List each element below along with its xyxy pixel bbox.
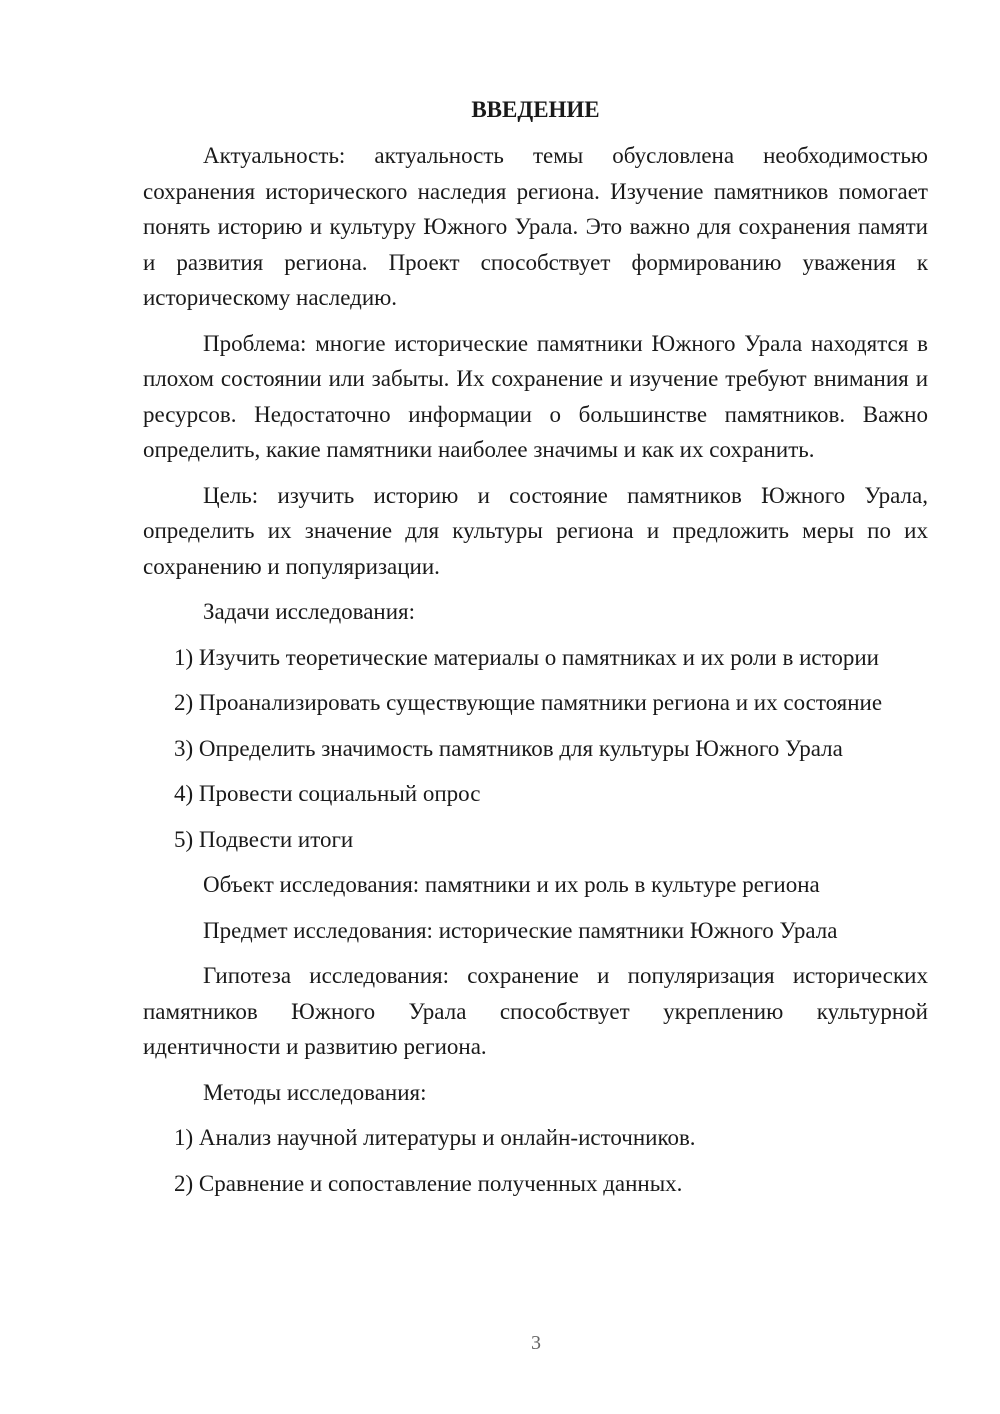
relevance-paragraph: Актуальность: актуальность темы обусловлена необходимостью сохранения исторического наследия региона. Изучение памятников помогает понять историю и культуру Южного Урала. Это важно для сохранения памяти и развития региона. Проект способствует формированию уважения к историческому наследию. — [143, 143, 928, 310]
goal-paragraph: Цель: изучить историю и состояние памятников Южного Урала, определить их значение для культуры региона и предложить меры по их сохранению и популяризации. — [143, 482, 928, 579]
task-item-5: 5) Подвести итоги — [174, 826, 354, 852]
problem-paragraph: Проблема: многие исторические памятники Южного Урала находятся в плохом состоянии или забыты. Их сохранение и изучение требуют внимания и ресурсов. Недостаточно информации о большинстве памятников. Важно определить, какие памятники наиболее значимы и как их сохранить. — [143, 330, 928, 462]
task-item-2: 2) Проанализировать существующие памятники региона и их состояние — [174, 690, 883, 715]
research-object: Объект исследования: памятники и их роль в культуре региона — [203, 872, 820, 897]
tasks-heading: Задачи исследования: — [203, 599, 416, 624]
section-title: ВВЕДЕНИЕ — [471, 97, 600, 122]
hypothesis-paragraph: Гипотеза исследования: сохранение и популяризация исторических памятников Южного Урала способствует укреплению культурной идентичности и развитию региона. — [143, 963, 928, 1059]
research-subject: Предмет исследования: исторические памятники Южного Урала — [203, 917, 838, 943]
method-item-2: 2) Сравнение и сопоставление полученных данных. — [174, 1170, 683, 1196]
page-number: 3 — [531, 1332, 541, 1354]
task-item-3: 3) Определить значимость памятников для культуры Южного Урала — [174, 735, 843, 761]
task-item-4: 4) Провести социальный опрос — [174, 781, 481, 806]
methods-heading: Методы исследования: — [203, 1079, 427, 1105]
page-content — [143, 92, 928, 1211]
method-item-1: 1) Анализ научной литературы и онлайн-источников. — [174, 1125, 696, 1150]
task-item-1: 1) Изучить теоретические материалы о памятниках и их роли в истории — [174, 644, 879, 670]
